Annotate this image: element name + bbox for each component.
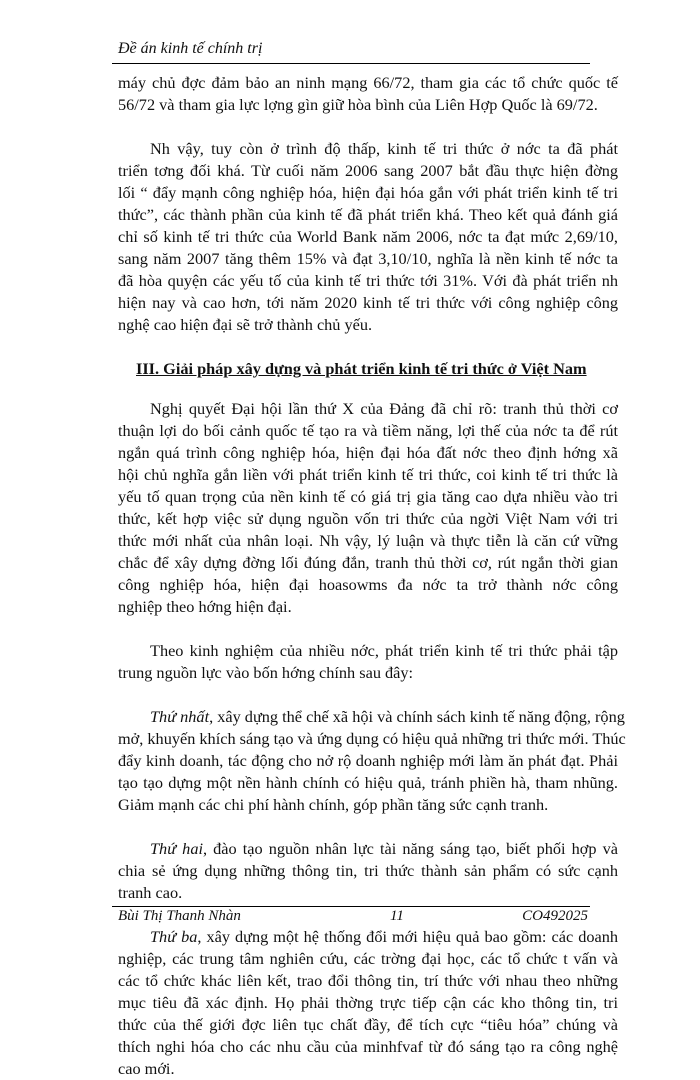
text-line: đã hòa quyện các yếu tố của kinh tế tri thức tới 31%. Với đà phát triển nh (118, 271, 618, 290)
text-run: , đào tạo nguồn nhân lực tài năng sáng tạo, biết phối hợp và (202, 839, 618, 858)
text-line: cao mới. (118, 1059, 175, 1078)
page-number: 11 (390, 908, 404, 924)
italic-label: Thứ ba (150, 927, 198, 946)
text-line: chắc để xây dựng đờng lối đúng đắn, tranh thủ thời cơ, rút ngắn thời gian (118, 553, 618, 572)
text-line: trung nguồn lực vào bốn hớng chính sau đây: (118, 663, 414, 682)
text-line: nghiệp theo hớng hiện đại. (118, 597, 292, 616)
text-run: , xây dựng một hệ thống đổi mới hiệu quả bao gồm: các doanh (197, 927, 618, 946)
header-title: Đề án kinh tế chính trị (118, 40, 263, 57)
text-line: thuận lợi do bối cảnh quốc tế tạo ra và tiềm năng, lợi thế của nớc ta để rút (118, 421, 618, 440)
italic-label: Thứ hai (150, 839, 203, 858)
text-line: mở, khuyến khích sáng tạo và ứng dụng có hiệu quả những tri thức mới. Thúc (118, 729, 626, 748)
paragraph-6 (118, 838, 618, 904)
paragraph-1 (118, 72, 618, 116)
paragraph-4 (118, 640, 618, 684)
footer-author: Bùi Thị Thanh Nhàn (118, 908, 241, 924)
text-line: sang năm 2007 tăng thêm 15% và đạt 3,10/10, nghĩa là nền kinh tế nớc ta (118, 249, 618, 268)
text-line: thích nghi hóa cho các nhu cầu của minhfvaf từ đó sáng tạo ra công nghệ (118, 1037, 618, 1056)
text-line: lối “ đẩy mạnh công nghiệp hóa, hiện đại hóa gắn với phát triển kinh tế tri (118, 183, 618, 202)
text-line: đẩy kinh doanh, tác động cho nở rộ doanh nghiệp mới làm ăn phát đạt. Phải (118, 751, 618, 770)
text-line: mục tiêu đã xác định. Họ phải thờng trực tiếp cận các kho thông tin, tri (118, 993, 618, 1012)
text-line: ngắn quá trình công nghiệp hóa, hiện đại hóa đất nớc theo định hớng xã (118, 443, 618, 462)
text-line: hiện nay và cao hơn, tới năm 2020 kinh tế tri thức với công nghiệp công (118, 293, 618, 312)
footer-rule (112, 906, 590, 907)
document-body (118, 72, 626, 1080)
text-line (118, 706, 625, 728)
text-line: các tổ chức khác liên kết, trao đổi thông tin, trí thức với nhau theo những (118, 971, 618, 990)
text-line: thức mới nhất của nhân loại. Nh vậy, lý luận và thực tiễn là căn cứ vững (118, 531, 618, 550)
text-line: tạo tạo dựng một nền hành chính có hiệu quả, tránh phiền hà, tham nhũng. (118, 773, 618, 792)
text-line: nghiệp, các trung tâm nghiên cứu, các trờng đại học, các tổ chức t vấn và (118, 949, 618, 968)
text-line (118, 926, 618, 948)
footer-code: CO492025 (522, 908, 588, 924)
text-line: nghệ cao hiện đại sẽ trở thành chủ yếu. (118, 315, 373, 334)
text-line: Giảm mạnh các chi phí hành chính, góp phần tăng sức cạnh tranh. (118, 795, 549, 814)
text-line: thức, kết hợp việc sử dụng nguồn vốn tri thức của ngời Việt Nam với tri (118, 509, 618, 528)
text-line (118, 838, 618, 860)
text-line: hội chủ nghĩa gắn liền với phát triển kinh tế tri thức, coi kinh tế tri thức là (118, 465, 618, 484)
text-line: thức của thế giới đợc liên tục chất đầy, để tích cực “tiêu hóa” chúng và (118, 1015, 618, 1034)
paragraph-7 (118, 926, 618, 1080)
text-line: yếu tố quan trọng của nền kinh tế có giá trị gia tăng cao dựa nhiều vào tri (118, 487, 618, 506)
text-line: chia sẻ ứng dụng những thông tin, tri thức thành sản phẩm có sức cạnh (118, 861, 618, 880)
text-line: Nh vậy, tuy còn ở trình độ thấp, kinh tế tri thức ở nớc ta đã phát (150, 139, 618, 158)
section-heading: III. Giải pháp xây dựng và phát triển kinh tế tri thức ở Việt Nam (136, 359, 587, 378)
text-line: máy chủ đợc đảm bảo an ninh mạng 66/72, tham gia các tổ chức quốc tế (118, 73, 618, 92)
text-line: chỉ số kinh tế tri thức của World Bank năm 2006, nớc ta đạt mức 2,69/10, (118, 227, 618, 246)
text-run: , xây dựng thể chế xã hội và chính sách kinh tế năng động, rộng (209, 707, 625, 726)
paragraph-5 (118, 706, 626, 816)
text-line: 56/72 và tham gia lực lợng gìn giữ hòa bình của Liên Hợp Quốc là 69/72. (118, 95, 598, 114)
paragraph-3 (118, 398, 618, 618)
text-line: Theo kinh nghiệm của nhiều nớc, phát triển kinh tế tri thức phải tập (150, 641, 618, 660)
text-line: công nghiệp hóa, hiện đại hoasowms đa nớc ta trở thành nớc công (118, 575, 618, 594)
text-line: thức”, các thành phần của kinh tế đã phát triển khá. Theo kết quả đánh giá (118, 205, 618, 224)
text-line: tranh cao. (118, 883, 183, 902)
header-rule (112, 63, 590, 64)
paragraph-2 (118, 138, 618, 336)
text-line: triển tơng đối khá. Từ cuối năm 2006 sang 2007 bắt đầu thực hiện đờng (118, 161, 618, 180)
text-line: Nghị quyết Đại hội lần thứ X của Đảng đã chỉ rõ: tranh thủ thời cơ (150, 399, 618, 418)
italic-label: Thứ nhất (150, 707, 210, 726)
